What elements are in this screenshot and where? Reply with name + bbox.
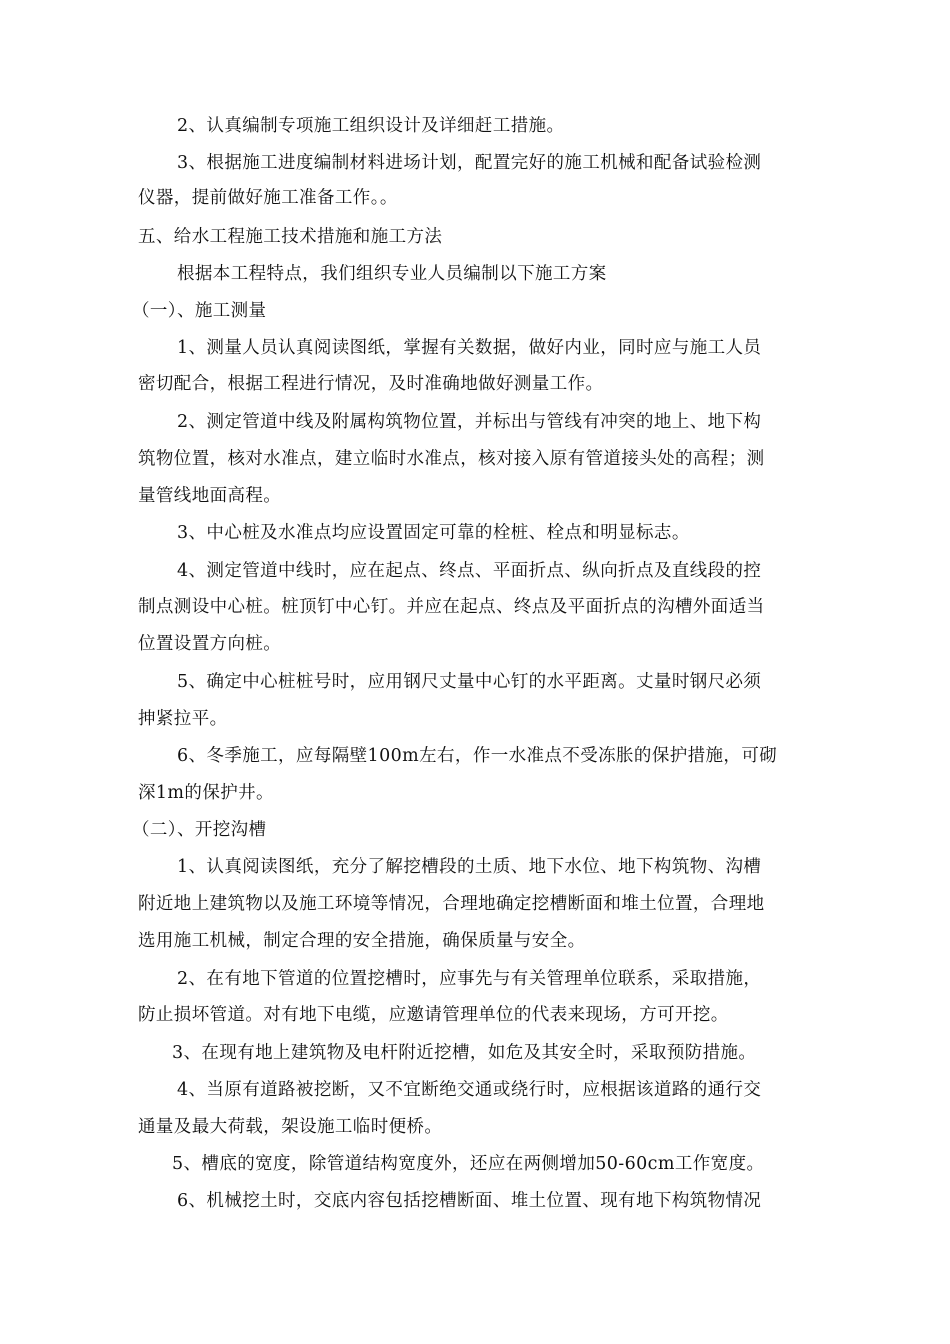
text-line: 1、测量人员认真阅读图纸，掌握有关数据，做好内业，同时应与施工人员 xyxy=(177,338,762,358)
text-line: 5、确定中心桩桩号时，应用钢尺丈量中心钉的水平距离。丈量时钢尺必须 xyxy=(177,672,762,692)
text-line: 5、槽底的宽度，除管道结构宽度外，还应在两侧增加50-60cm工作宽度。 xyxy=(172,1154,765,1174)
text-line: 3、在现有地上建筑物及电杆附近挖槽，如危及其安全时，采取预防措施。 xyxy=(172,1043,757,1063)
text-line: 根据本工程特点，我们组织专业人员编制以下施工方案 xyxy=(177,264,607,284)
text-line: 4、测定管道中线时，应在起点、终点、平面折点、纵向折点及直线段的控 xyxy=(177,561,762,581)
text-line: 仪器，提前做好施工准备工作。。 xyxy=(138,188,398,208)
text-line: 选用施工机械，制定合理的安全措施，确保质量与安全。 xyxy=(138,931,586,951)
text-line: 抻紧拉平。 xyxy=(138,709,228,729)
text-line: 2、认真编制专项施工组织设计及详细赶工措施。 xyxy=(177,116,565,136)
text-line: 制点测设中心桩。桩顶钉中心钉。并应在起点、终点及平面折点的沟槽外面适当 xyxy=(138,597,765,617)
text-line: 4、当原有道路被挖断，又不宜断绝交通或绕行时，应根据该道路的通行交 xyxy=(177,1080,762,1100)
text-line: 6、机械挖土时，交底内容包括挖槽断面、堆土位置、现有地下构筑物情况 xyxy=(177,1191,762,1211)
text-line: 3、中心桩及水准点均应设置固定可靠的栓桩、栓点和明显标志。 xyxy=(177,523,690,543)
text-line: 筑物位置，核对水准点，建立临时水准点，核对接入原有管道接头处的高程；测 xyxy=(138,449,765,469)
text-line: 2、测定管道中线及附属构筑物位置，并标出与管线有冲突的地上、地下构 xyxy=(177,412,762,432)
text-line: 防止损坏管道。对有地下电缆，应邀请管理单位的代表来现场，方可开挖。 xyxy=(138,1005,729,1025)
text-line: 3、根据施工进度编制材料进场计划，配置完好的施工机械和配备试验检测 xyxy=(177,153,762,173)
section-heading: 五、给水工程施工技术措施和施工方法 xyxy=(138,227,443,247)
text-line: 密切配合，根据工程进行情况，及时准确地做好测量工作。 xyxy=(138,374,604,394)
text-line: 1、认真阅读图纸，充分了解挖槽段的土质、地下水位、地下构筑物、沟槽 xyxy=(177,857,762,877)
text-line: 通量及最大荷载，架设施工临时便桥。 xyxy=(138,1117,443,1137)
text-line: 2、在有地下管道的位置挖槽时，应事先与有关管理单位联系，采取措施， xyxy=(177,969,762,989)
text-line: 位置设置方向桩。 xyxy=(138,634,282,654)
subsection-heading: （一）、施工测量 xyxy=(132,301,267,321)
text-line: 6、冬季施工，应每隔壁100m左右，作一水准点不受冻胀的保护措施，可砌 xyxy=(177,746,778,766)
text-line: 附近地上建筑物以及施工环境等情况，合理地确定挖槽断面和堆土位置，合理地 xyxy=(138,894,765,914)
text-line: 深1m的保护井。 xyxy=(138,783,274,803)
subsection-heading: （二）、开挖沟槽 xyxy=(132,820,267,840)
text-line: 量管线地面高程。 xyxy=(138,486,282,506)
